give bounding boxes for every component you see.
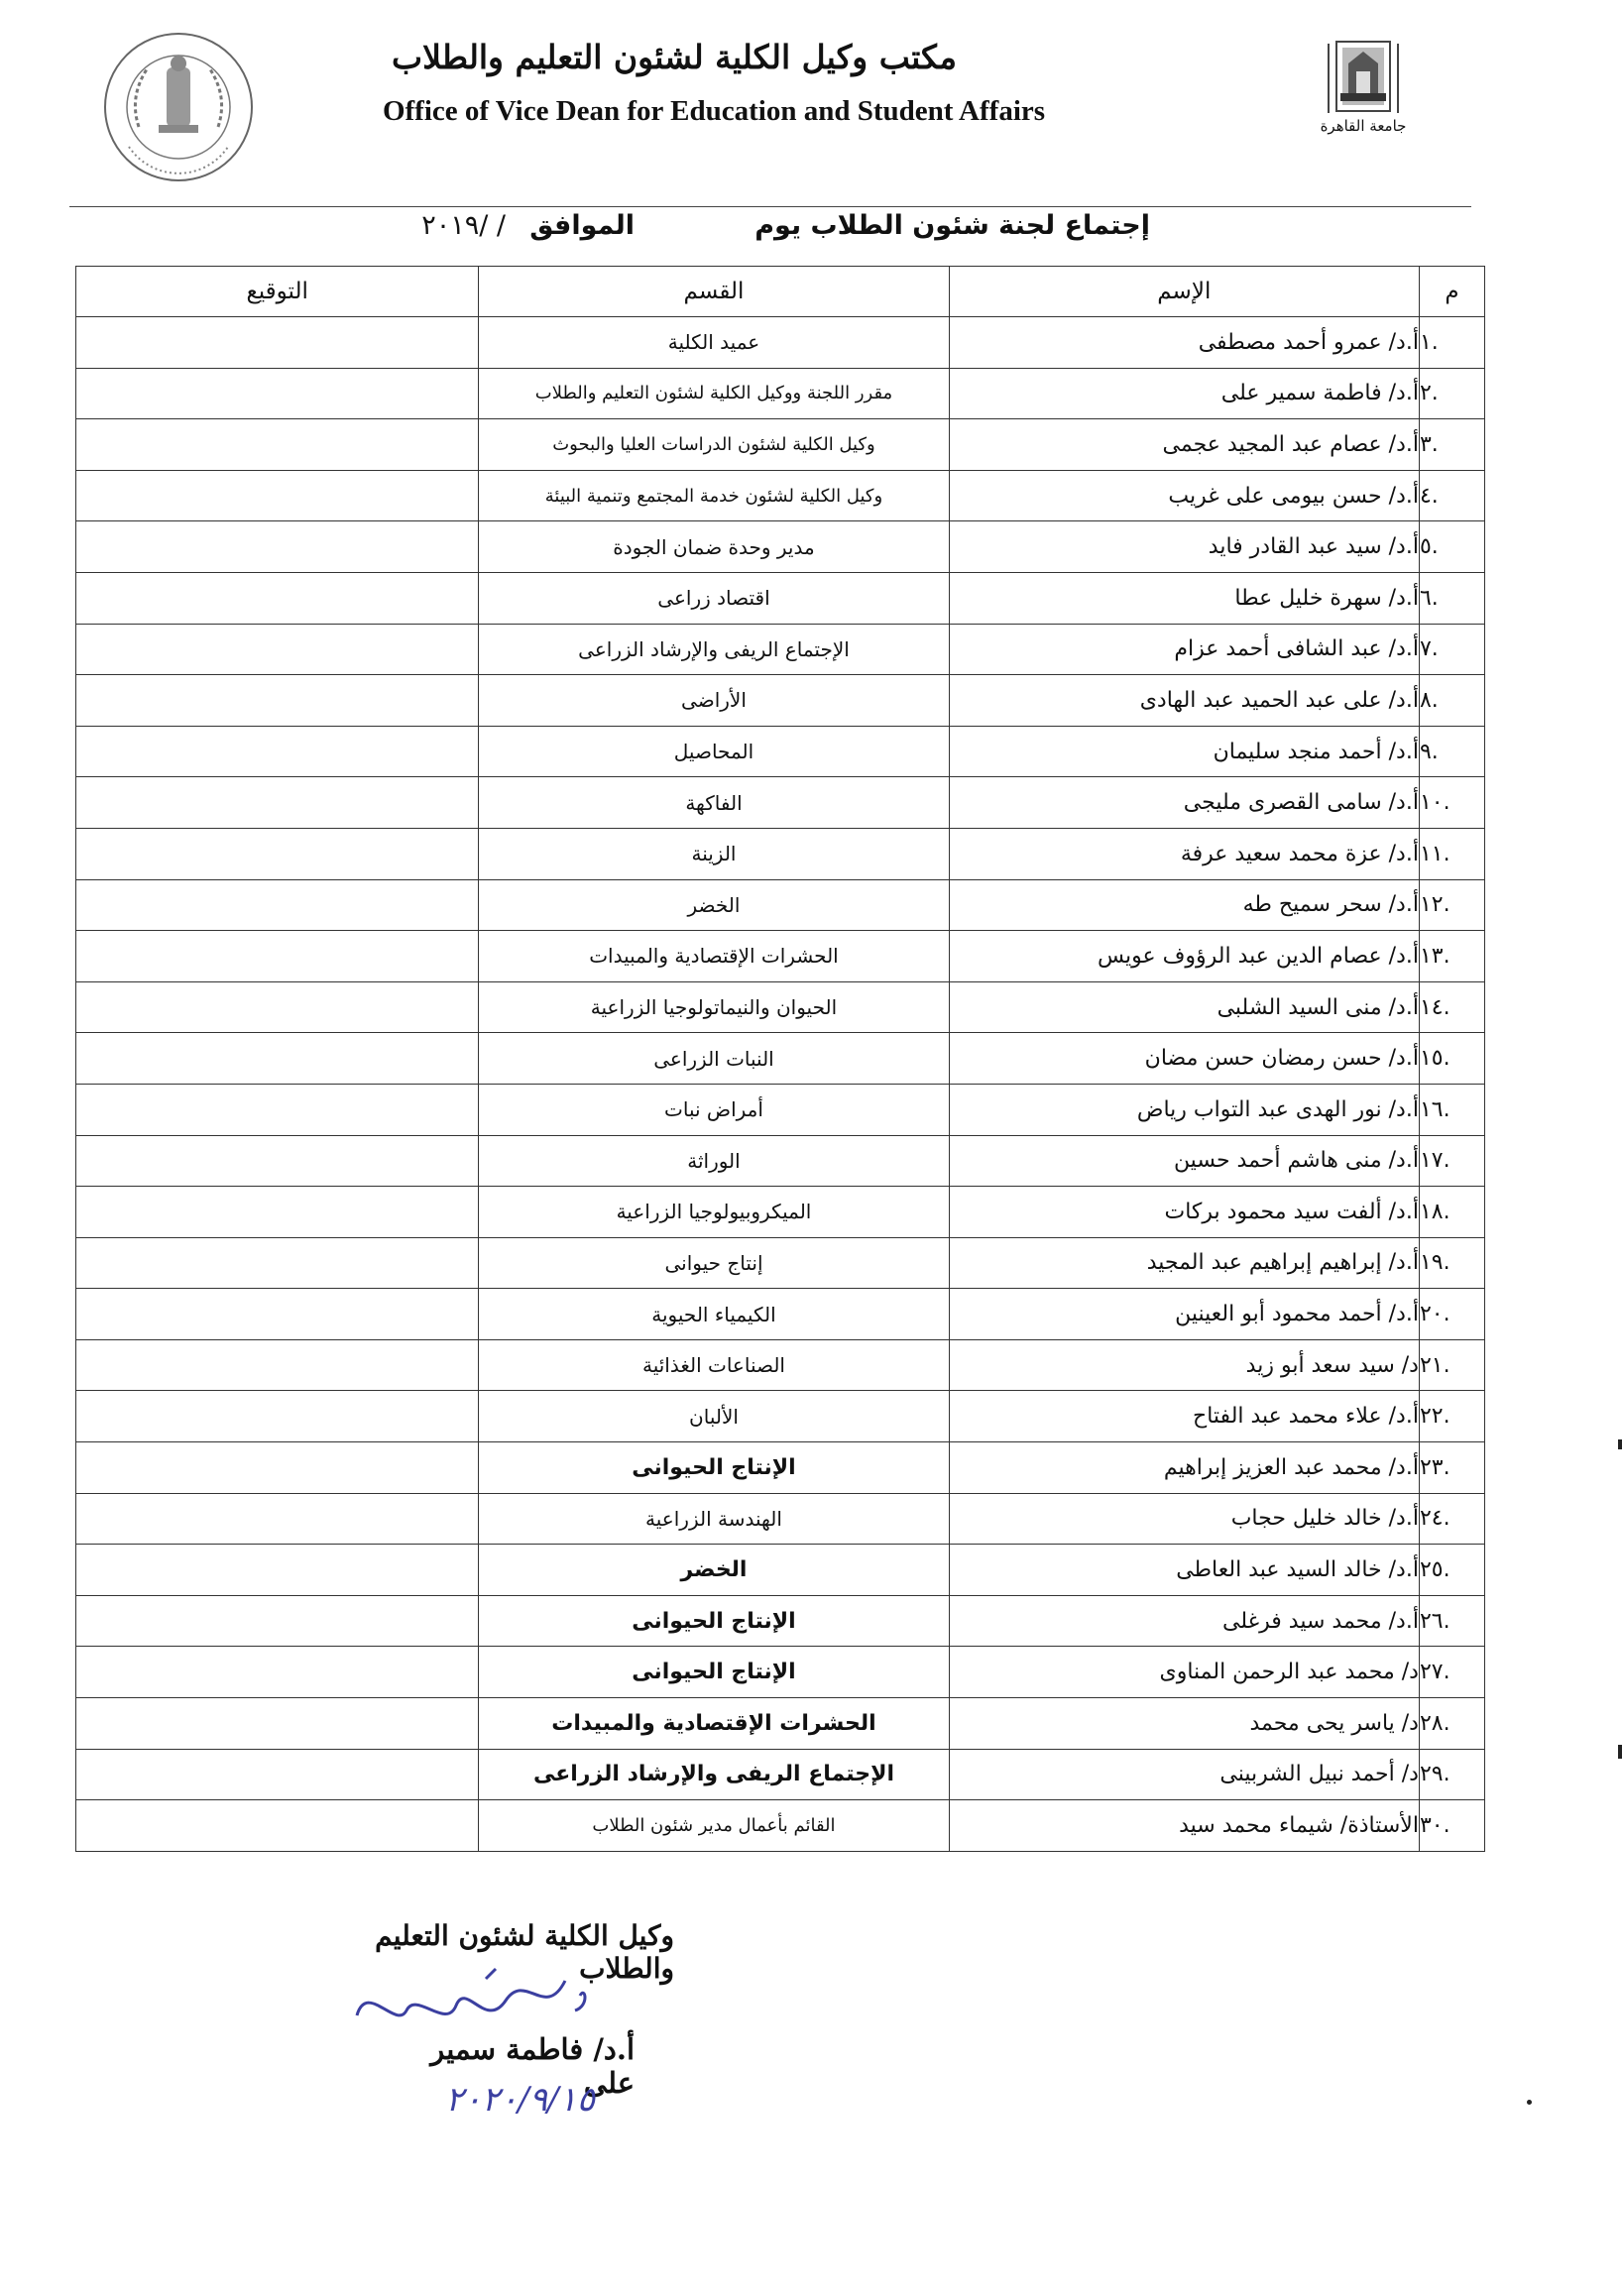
signature-cell [76, 419, 479, 471]
page-header [0, 0, 1622, 198]
quality-accreditation-seal-logo [99, 28, 258, 186]
table-row [76, 931, 1485, 982]
handwritten-date: ٢٠٢٠/٩/١٥ [445, 2080, 595, 2120]
row-number: .٣ [1419, 419, 1484, 471]
member-department: المحاصيل [479, 726, 949, 777]
signature-cell [76, 1749, 479, 1800]
signature-cell [76, 624, 479, 675]
member-department: الحيوان والنيماتولوجيا الزراعية [479, 981, 949, 1033]
signature-cell [76, 1289, 479, 1340]
table-row [76, 1033, 1485, 1085]
member-department: أمراض نبات [479, 1084, 949, 1135]
member-name: أ.د/ أحمد منجد سليمان [949, 726, 1419, 777]
table-row [76, 777, 1485, 829]
table-row [76, 1545, 1485, 1596]
member-name: د/ ياسر يحى محمد [949, 1698, 1419, 1750]
meeting-heading [377, 210, 1150, 254]
signature-cell [76, 1442, 479, 1494]
row-number: .١٣ [1419, 931, 1484, 982]
signatory-role: وكيل الكلية لشئون التعليم والطلاب [375, 1919, 674, 1985]
member-department: الحشرات الإقتصادية والمبيدات [479, 931, 949, 982]
table-row [76, 828, 1485, 879]
member-name: أ.د/ خالد خليل حجاب [949, 1493, 1419, 1545]
row-number: .٢٧ [1419, 1647, 1484, 1698]
member-name: د/ محمد عبد الرحمن المناوى [949, 1647, 1419, 1698]
member-name: أ.د/ منى هاشم أحمد حسين [949, 1135, 1419, 1187]
column-header-number: م [1419, 267, 1484, 317]
member-name: أ.د/ على عبد الحميد عبد الهادى [949, 675, 1419, 727]
member-name: أ.د/ خالد السيد عبد العاطى [949, 1545, 1419, 1596]
signature-cell [76, 1135, 479, 1187]
member-name: أ.د/ سامى القصرى مليجى [949, 777, 1419, 829]
signature-cell [76, 1187, 479, 1238]
member-name: د/ سيد سعد أبو زيد [949, 1339, 1419, 1391]
meeting-title: إجتماع لجنة شئون الطلاب يوم [754, 210, 1150, 241]
member-name: أ.د/ عبد الشافى أحمد عزام [949, 624, 1419, 675]
signature-cell [76, 1033, 479, 1085]
member-department: الخضر [479, 879, 949, 931]
table-row [76, 879, 1485, 931]
member-name: أ.د/ سيد عبد القادر فايد [949, 521, 1419, 573]
signature-cell [76, 1647, 479, 1698]
row-number: .١٩ [1419, 1237, 1484, 1289]
cairo-university-logo [1319, 34, 1408, 153]
handwritten-signature [337, 1961, 615, 2030]
member-department: الأراضى [479, 675, 949, 727]
row-number: .٢١ [1419, 1339, 1484, 1391]
table-row [76, 1391, 1485, 1442]
table-row [76, 726, 1485, 777]
table-row [76, 624, 1485, 675]
member-department: الخضر [479, 1545, 949, 1596]
row-number: .١٨ [1419, 1187, 1484, 1238]
member-department: الصناعات الغذائية [479, 1339, 949, 1391]
signature-cell [76, 1545, 479, 1596]
table-row [76, 470, 1485, 521]
scan-edge-mark [1527, 2100, 1532, 2105]
table-row [76, 1493, 1485, 1545]
row-number: .١٦ [1419, 1084, 1484, 1135]
table-row [76, 1749, 1485, 1800]
row-number: .٩ [1419, 726, 1484, 777]
member-department: الهندسة الزراعية [479, 1493, 949, 1545]
member-name: أ.د/ ألفت سيد محمود بركات [949, 1187, 1419, 1238]
member-department: الميكروبيولوجيا الزراعية [479, 1187, 949, 1238]
row-number: .٢٩ [1419, 1749, 1484, 1800]
scan-edge-mark [1618, 1439, 1622, 1449]
meeting-agree-label: الموافق [529, 210, 635, 241]
table-row [76, 1237, 1485, 1289]
row-number: .٢٦ [1419, 1595, 1484, 1647]
member-department: مقرر اللجنة ووكيل الكلية لشئون التعليم والطلاب [479, 368, 949, 419]
member-name: أ.د/ منى السيد الشلبى [949, 981, 1419, 1033]
row-number: .٥ [1419, 521, 1484, 573]
member-name: أ.د/ حسن رمضان حسن مضان [949, 1033, 1419, 1085]
member-department: وكيل الكلية لشئون الدراسات العليا والبحوث [479, 419, 949, 471]
row-number: .١٤ [1419, 981, 1484, 1033]
row-number: .٢٨ [1419, 1698, 1484, 1750]
table-row [76, 675, 1485, 727]
table-row [76, 1442, 1485, 1494]
member-department: الحشرات الإقتصادية والمبيدات [479, 1698, 949, 1750]
member-name: أ.د/ محمد سيد فرغلى [949, 1595, 1419, 1647]
column-header-signature: التوقيع [76, 267, 479, 317]
row-number: .٢٠ [1419, 1289, 1484, 1340]
table-row [76, 368, 1485, 419]
column-header-name: الإسم [949, 267, 1419, 317]
header-divider [69, 206, 1471, 207]
row-number: .١٠ [1419, 777, 1484, 829]
row-number: .٣٠ [1419, 1800, 1484, 1852]
office-title-arabic: مكتب وكيل الكلية لشئون التعليم والطلاب [392, 38, 957, 76]
member-name: الأستاذة/ شيماء محمد سيد [949, 1800, 1419, 1852]
signature-cell [76, 1391, 479, 1442]
office-title-english: Office of Vice Dean for Education and Student Affairs [382, 95, 1046, 127]
row-number: .٢ [1419, 368, 1484, 419]
column-header-department: القسم [479, 267, 949, 317]
member-department: النبات الزراعى [479, 1033, 949, 1085]
member-name: أ.د/ محمد عبد العزيز إبراهيم [949, 1442, 1419, 1494]
row-number: .٤ [1419, 470, 1484, 521]
scan-edge-mark [1618, 1745, 1622, 1759]
table-row [76, 1135, 1485, 1187]
table-row [76, 1647, 1485, 1698]
member-department: وكيل الكلية لشئون خدمة المجتمع وتنمية البيئة [479, 470, 949, 521]
member-department: مدير وحدة ضمان الجودة [479, 521, 949, 573]
member-department: الفاكهة [479, 777, 949, 829]
signature-cell [76, 368, 479, 419]
table-row [76, 317, 1485, 369]
signature-cell [76, 1800, 479, 1852]
signature-cell [76, 1698, 479, 1750]
signature-cell [76, 675, 479, 727]
signature-cell [76, 521, 479, 573]
row-number: .٢٤ [1419, 1493, 1484, 1545]
signature-cell [76, 777, 479, 829]
row-number: .١٢ [1419, 879, 1484, 931]
member-name: أ.د/ عمرو أحمد مصطفى [949, 317, 1419, 369]
member-name: أ.د/ أحمد محمود أبو العينين [949, 1289, 1419, 1340]
signature-cell [76, 470, 479, 521]
member-department: عميد الكلية [479, 317, 949, 369]
member-name: أ.د/ علاء محمد عبد الفتاح [949, 1391, 1419, 1442]
signature-cell [76, 828, 479, 879]
row-number: .١٧ [1419, 1135, 1484, 1187]
row-number: .١٥ [1419, 1033, 1484, 1085]
table-header-row [76, 267, 1485, 317]
meeting-date: / /٢٠١٩ [421, 210, 506, 241]
row-number: .٢٣ [1419, 1442, 1484, 1494]
table-row [76, 1084, 1485, 1135]
row-number: .١١ [1419, 828, 1484, 879]
committee-attendance-table [75, 266, 1485, 1852]
member-name: أ.د/ عصام عبد المجيد عجمى [949, 419, 1419, 471]
table-row [76, 1339, 1485, 1391]
signature-cell [76, 726, 479, 777]
member-department: الألبان [479, 1391, 949, 1442]
table-row [76, 521, 1485, 573]
member-name: أ.د/ إبراهيم إبراهيم عبد المجيد [949, 1237, 1419, 1289]
member-department: الزينة [479, 828, 949, 879]
member-name: أ.د/ عصام الدين عبد الرؤوف عويس [949, 931, 1419, 982]
signature-cell [76, 981, 479, 1033]
member-department: الوراثة [479, 1135, 949, 1187]
member-department: الكيمياء الحيوية [479, 1289, 949, 1340]
member-name: أ.د/ سهرة خليل عطا [949, 572, 1419, 624]
member-department: الإنتاج الحيوانى [479, 1442, 949, 1494]
signature-cell [76, 1339, 479, 1391]
member-name: أ.د/ حسن بيومى على غريب [949, 470, 1419, 521]
signature-cell [76, 572, 479, 624]
table-row [76, 1595, 1485, 1647]
table-row [76, 1698, 1485, 1750]
row-number: .٧ [1419, 624, 1484, 675]
signature-cell [76, 1237, 479, 1289]
signature-cell [76, 1595, 479, 1647]
member-department: الإجتماع الريفى والإرشاد الزراعى [479, 624, 949, 675]
member-department: الإنتاج الحيوانى [479, 1647, 949, 1698]
signature-cell [76, 931, 479, 982]
table-row [76, 981, 1485, 1033]
university-name-label: جامعة القاهرة [1320, 117, 1407, 135]
member-department: اقتصاد زراعى [479, 572, 949, 624]
member-name: أ.د/ سحر سميح طه [949, 879, 1419, 931]
table-row [76, 419, 1485, 471]
row-number: .٨ [1419, 675, 1484, 727]
row-number: .٦ [1419, 572, 1484, 624]
signature-cell [76, 317, 479, 369]
member-department: القائم بأعمال مدير شئون الطلاب [479, 1800, 949, 1852]
signature-cell [76, 879, 479, 931]
member-name: أ.د/ نور الهدى عبد التواب رياض [949, 1084, 1419, 1135]
table-row [76, 1187, 1485, 1238]
row-number: .٢٥ [1419, 1545, 1484, 1596]
member-department: الإجتماع الريفى والإرشاد الزراعى [479, 1749, 949, 1800]
member-department: الإنتاج الحيوانى [479, 1595, 949, 1647]
table-row [76, 1289, 1485, 1340]
member-name: أ.د/ عزة محمد سعيد عرفة [949, 828, 1419, 879]
signature-cell [76, 1493, 479, 1545]
member-name: أ.د/ فاطمة سمير على [949, 368, 1419, 419]
table-row [76, 1800, 1485, 1852]
row-number: .٢٢ [1419, 1391, 1484, 1442]
member-name: د/ أحمد نبيل الشربينى [949, 1749, 1419, 1800]
signature-cell [76, 1084, 479, 1135]
member-department: إنتاج حيوانى [479, 1237, 949, 1289]
signatory-name: أ.د/ فاطمة سمير على [430, 2032, 635, 2100]
table-row [76, 572, 1485, 624]
row-number: .١ [1419, 317, 1484, 369]
table-body [76, 317, 1485, 1852]
